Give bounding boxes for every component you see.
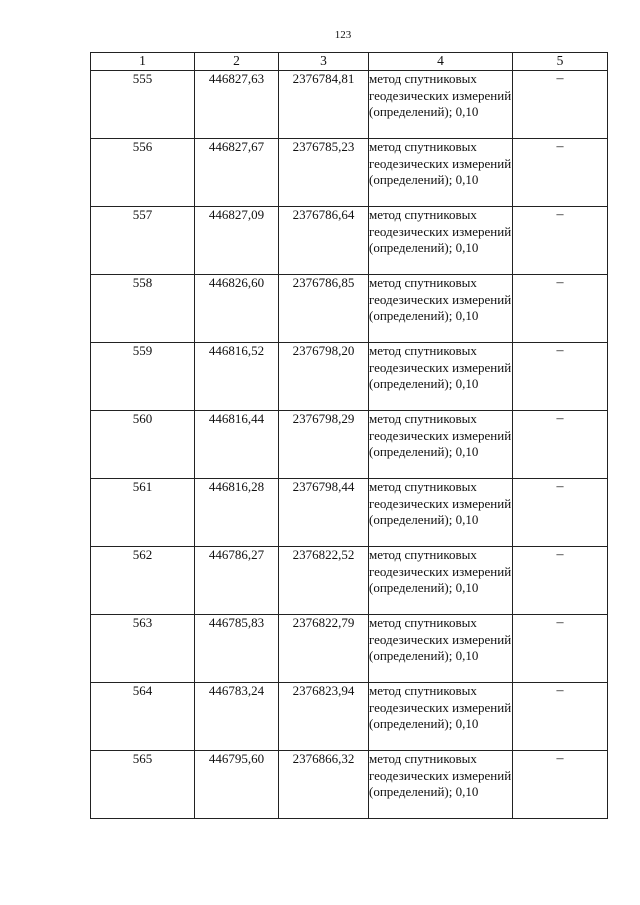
coordinate-y: 2376798,29 [279, 411, 369, 479]
page-number: 123 [334, 29, 352, 41]
method-description: метод спутниковых геодезических измерений (определений); 0,10 [369, 139, 513, 207]
table-row [91, 275, 608, 343]
point-number: 560 [91, 411, 195, 479]
table-row [91, 751, 608, 819]
point-number: 562 [91, 547, 195, 615]
coordinate-y: 2376866,32 [279, 751, 369, 819]
coordinate-x: 446783,24 [195, 683, 279, 751]
method-description: метод спутниковых геодезических измерений (определений); 0,10 [369, 683, 513, 751]
method-description: метод спутниковых геодезических измерений (определений); 0,10 [369, 275, 513, 343]
method-description: метод спутниковых геодезических измерений (определений); 0,10 [369, 751, 513, 819]
table-row [91, 547, 608, 615]
point-number: 557 [91, 207, 195, 275]
note-cell: – [513, 343, 608, 411]
method-description: метод спутниковых геодезических измерений (определений); 0,10 [369, 411, 513, 479]
column-header: 1 [91, 53, 195, 71]
method-description: метод спутниковых геодезических измерений (определений); 0,10 [369, 615, 513, 683]
method-description: метод спутниковых геодезических измерений (определений); 0,10 [369, 343, 513, 411]
point-number: 559 [91, 343, 195, 411]
point-number: 561 [91, 479, 195, 547]
column-header: 3 [279, 53, 369, 71]
note-cell: – [513, 71, 608, 139]
point-number: 555 [91, 71, 195, 139]
coordinate-y: 2376822,52 [279, 547, 369, 615]
coordinate-x: 446785,83 [195, 615, 279, 683]
point-number: 556 [91, 139, 195, 207]
coordinate-y: 2376798,20 [279, 343, 369, 411]
coordinate-x: 446826,60 [195, 275, 279, 343]
point-number: 558 [91, 275, 195, 343]
coordinate-x: 446827,67 [195, 139, 279, 207]
coordinate-y: 2376798,44 [279, 479, 369, 547]
point-number: 564 [91, 683, 195, 751]
coordinate-y: 2376823,94 [279, 683, 369, 751]
note-cell: – [513, 275, 608, 343]
method-description: метод спутниковых геодезических измерений (определений); 0,10 [369, 547, 513, 615]
table-header-row [91, 53, 608, 71]
note-cell: – [513, 139, 608, 207]
method-description: метод спутниковых геодезических измерений (определений); 0,10 [369, 207, 513, 275]
coordinate-x: 446795,60 [195, 751, 279, 819]
table-row [91, 139, 608, 207]
note-cell: – [513, 751, 608, 819]
coordinate-x: 446827,09 [195, 207, 279, 275]
table-row [91, 343, 608, 411]
coordinate-y: 2376786,64 [279, 207, 369, 275]
table-row [91, 479, 608, 547]
table-row [91, 615, 608, 683]
column-header: 4 [369, 53, 513, 71]
point-number: 563 [91, 615, 195, 683]
coordinate-x: 446827,63 [195, 71, 279, 139]
note-cell: – [513, 615, 608, 683]
column-header: 2 [195, 53, 279, 71]
note-cell: – [513, 207, 608, 275]
method-description: метод спутниковых геодезических измерений (определений); 0,10 [369, 479, 513, 547]
table-row [91, 683, 608, 751]
coordinate-x: 446786,27 [195, 547, 279, 615]
method-description: метод спутниковых геодезических измерений (определений); 0,10 [369, 71, 513, 139]
coordinate-y: 2376822,79 [279, 615, 369, 683]
column-header: 5 [513, 53, 608, 71]
coordinate-y: 2376785,23 [279, 139, 369, 207]
coordinate-y: 2376784,81 [279, 71, 369, 139]
note-cell: – [513, 411, 608, 479]
coordinate-x: 446816,44 [195, 411, 279, 479]
point-number: 565 [91, 751, 195, 819]
note-cell: – [513, 479, 608, 547]
table-row [91, 71, 608, 139]
table-row [91, 207, 608, 275]
note-cell: – [513, 547, 608, 615]
table-row [91, 411, 608, 479]
coordinate-y: 2376786,85 [279, 275, 369, 343]
coordinates-table [90, 52, 608, 819]
coordinate-x: 446816,52 [195, 343, 279, 411]
note-cell: – [513, 683, 608, 751]
coordinate-x: 446816,28 [195, 479, 279, 547]
